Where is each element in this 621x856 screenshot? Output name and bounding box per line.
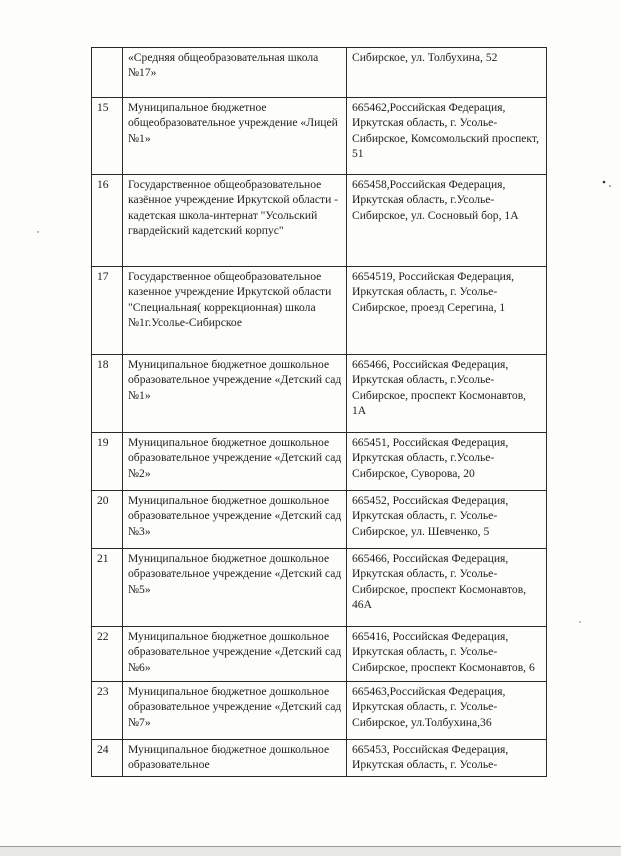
row-number: 22	[92, 627, 123, 682]
table-row	[92, 433, 547, 491]
table-row	[92, 682, 547, 740]
table-row	[92, 627, 547, 682]
row-number: 21	[92, 549, 123, 627]
institution-address: 665462,Российская Федерация, Иркутская область, г. Усолье-Сибирское, Комсомольский проспект, 51	[347, 98, 547, 175]
institution-address: 665466, Российская Федерация, Иркутская область, г. Усолье-Сибирское, проспект Космонавтов, 46А	[347, 549, 547, 627]
table-row	[92, 355, 547, 433]
row-number: 18	[92, 355, 123, 433]
row-number	[92, 48, 123, 98]
table-row	[92, 549, 547, 627]
institution-name: Муниципальное бюджетное дошкольное образовательное	[123, 740, 347, 777]
institution-address: 665451, Российская Федерация, Иркутская область, г.Усолье-Сибирское, Суворова, 20	[347, 433, 547, 491]
row-number: 20	[92, 491, 123, 549]
institution-address: 665452, Российская Федерация, Иркутская область, г. Усолье-Сибирское, ул. Шевченко, 5	[347, 491, 547, 549]
institution-address: 665466, Российская Федерация, Иркутская область, г.Усолье-Сибирское, проспект Космонавтов, 1А	[347, 355, 547, 433]
row-number: 23	[92, 682, 123, 740]
institution-name: Муниципальное бюджетное общеобразовательное учреждение «Лицей №1»	[123, 98, 347, 175]
institution-address: 665453, Российская Федерация, Иркутская область, г. Усолье-	[347, 740, 547, 777]
institution-address: 6654519, Российская Федерация, Иркутская область, г. Усолье-Сибирское, проезд Серегина, 1	[347, 267, 547, 355]
institution-name: Муниципальное бюджетное дошкольное образовательное учреждение «Детский сад №2»	[123, 433, 347, 491]
institution-name: Муниципальное бюджетное дошкольное образовательное учреждение «Детский сад №6»	[123, 627, 347, 682]
row-number: 16	[92, 175, 123, 267]
table-row	[92, 491, 547, 549]
table-row	[92, 175, 547, 267]
institution-name: Государственное общеобразовательное казённое учреждение Иркутской области - кадетская школа-интернат "Усольский гвардейский кадетский корпус"	[123, 175, 347, 267]
table-row	[92, 267, 547, 355]
institution-name: Муниципальное бюджетное дошкольное образовательное учреждение «Детский сад №3»	[123, 491, 347, 549]
institution-address: Сибирское, ул. Толбухина, 52	[347, 48, 547, 98]
institution-address: 665463,Российская Федерация, Иркутская область, г. Усолье-Сибирское, ул.Толбухина,36	[347, 682, 547, 740]
table-row	[92, 98, 547, 175]
institutions-table	[91, 47, 547, 777]
institution-name: Муниципальное бюджетное дошкольное образовательное учреждение «Детский сад №7»	[123, 682, 347, 740]
row-number: 24	[92, 740, 123, 777]
institution-address: 665458,Российская Федерация, Иркутская область, г.Усолье-Сибирское, ул. Сосновый бор, 1А	[347, 175, 547, 267]
institution-name: Государственное общеобразовательное казенное учреждение Иркутской области "Специальная( коррекционная) школа №1г.Усолье-Сибирское	[123, 267, 347, 355]
row-number: 17	[92, 267, 123, 355]
institution-name: «Средняя общеобразовательная школа №17»	[123, 48, 347, 98]
row-number: 19	[92, 433, 123, 491]
table-row	[92, 48, 547, 98]
institution-name: Муниципальное бюджетное дошкольное образовательное учреждение «Детский сад №5»	[123, 549, 347, 627]
institution-name: Муниципальное бюджетное дошкольное образовательное учреждение «Детский сад №1»	[123, 355, 347, 433]
institution-address: 665416, Российская Федерация, Иркутская область, г. Усолье-Сибирское, проспект Космонавтов, 6	[347, 627, 547, 682]
row-number: 15	[92, 98, 123, 175]
table-row	[92, 740, 547, 777]
